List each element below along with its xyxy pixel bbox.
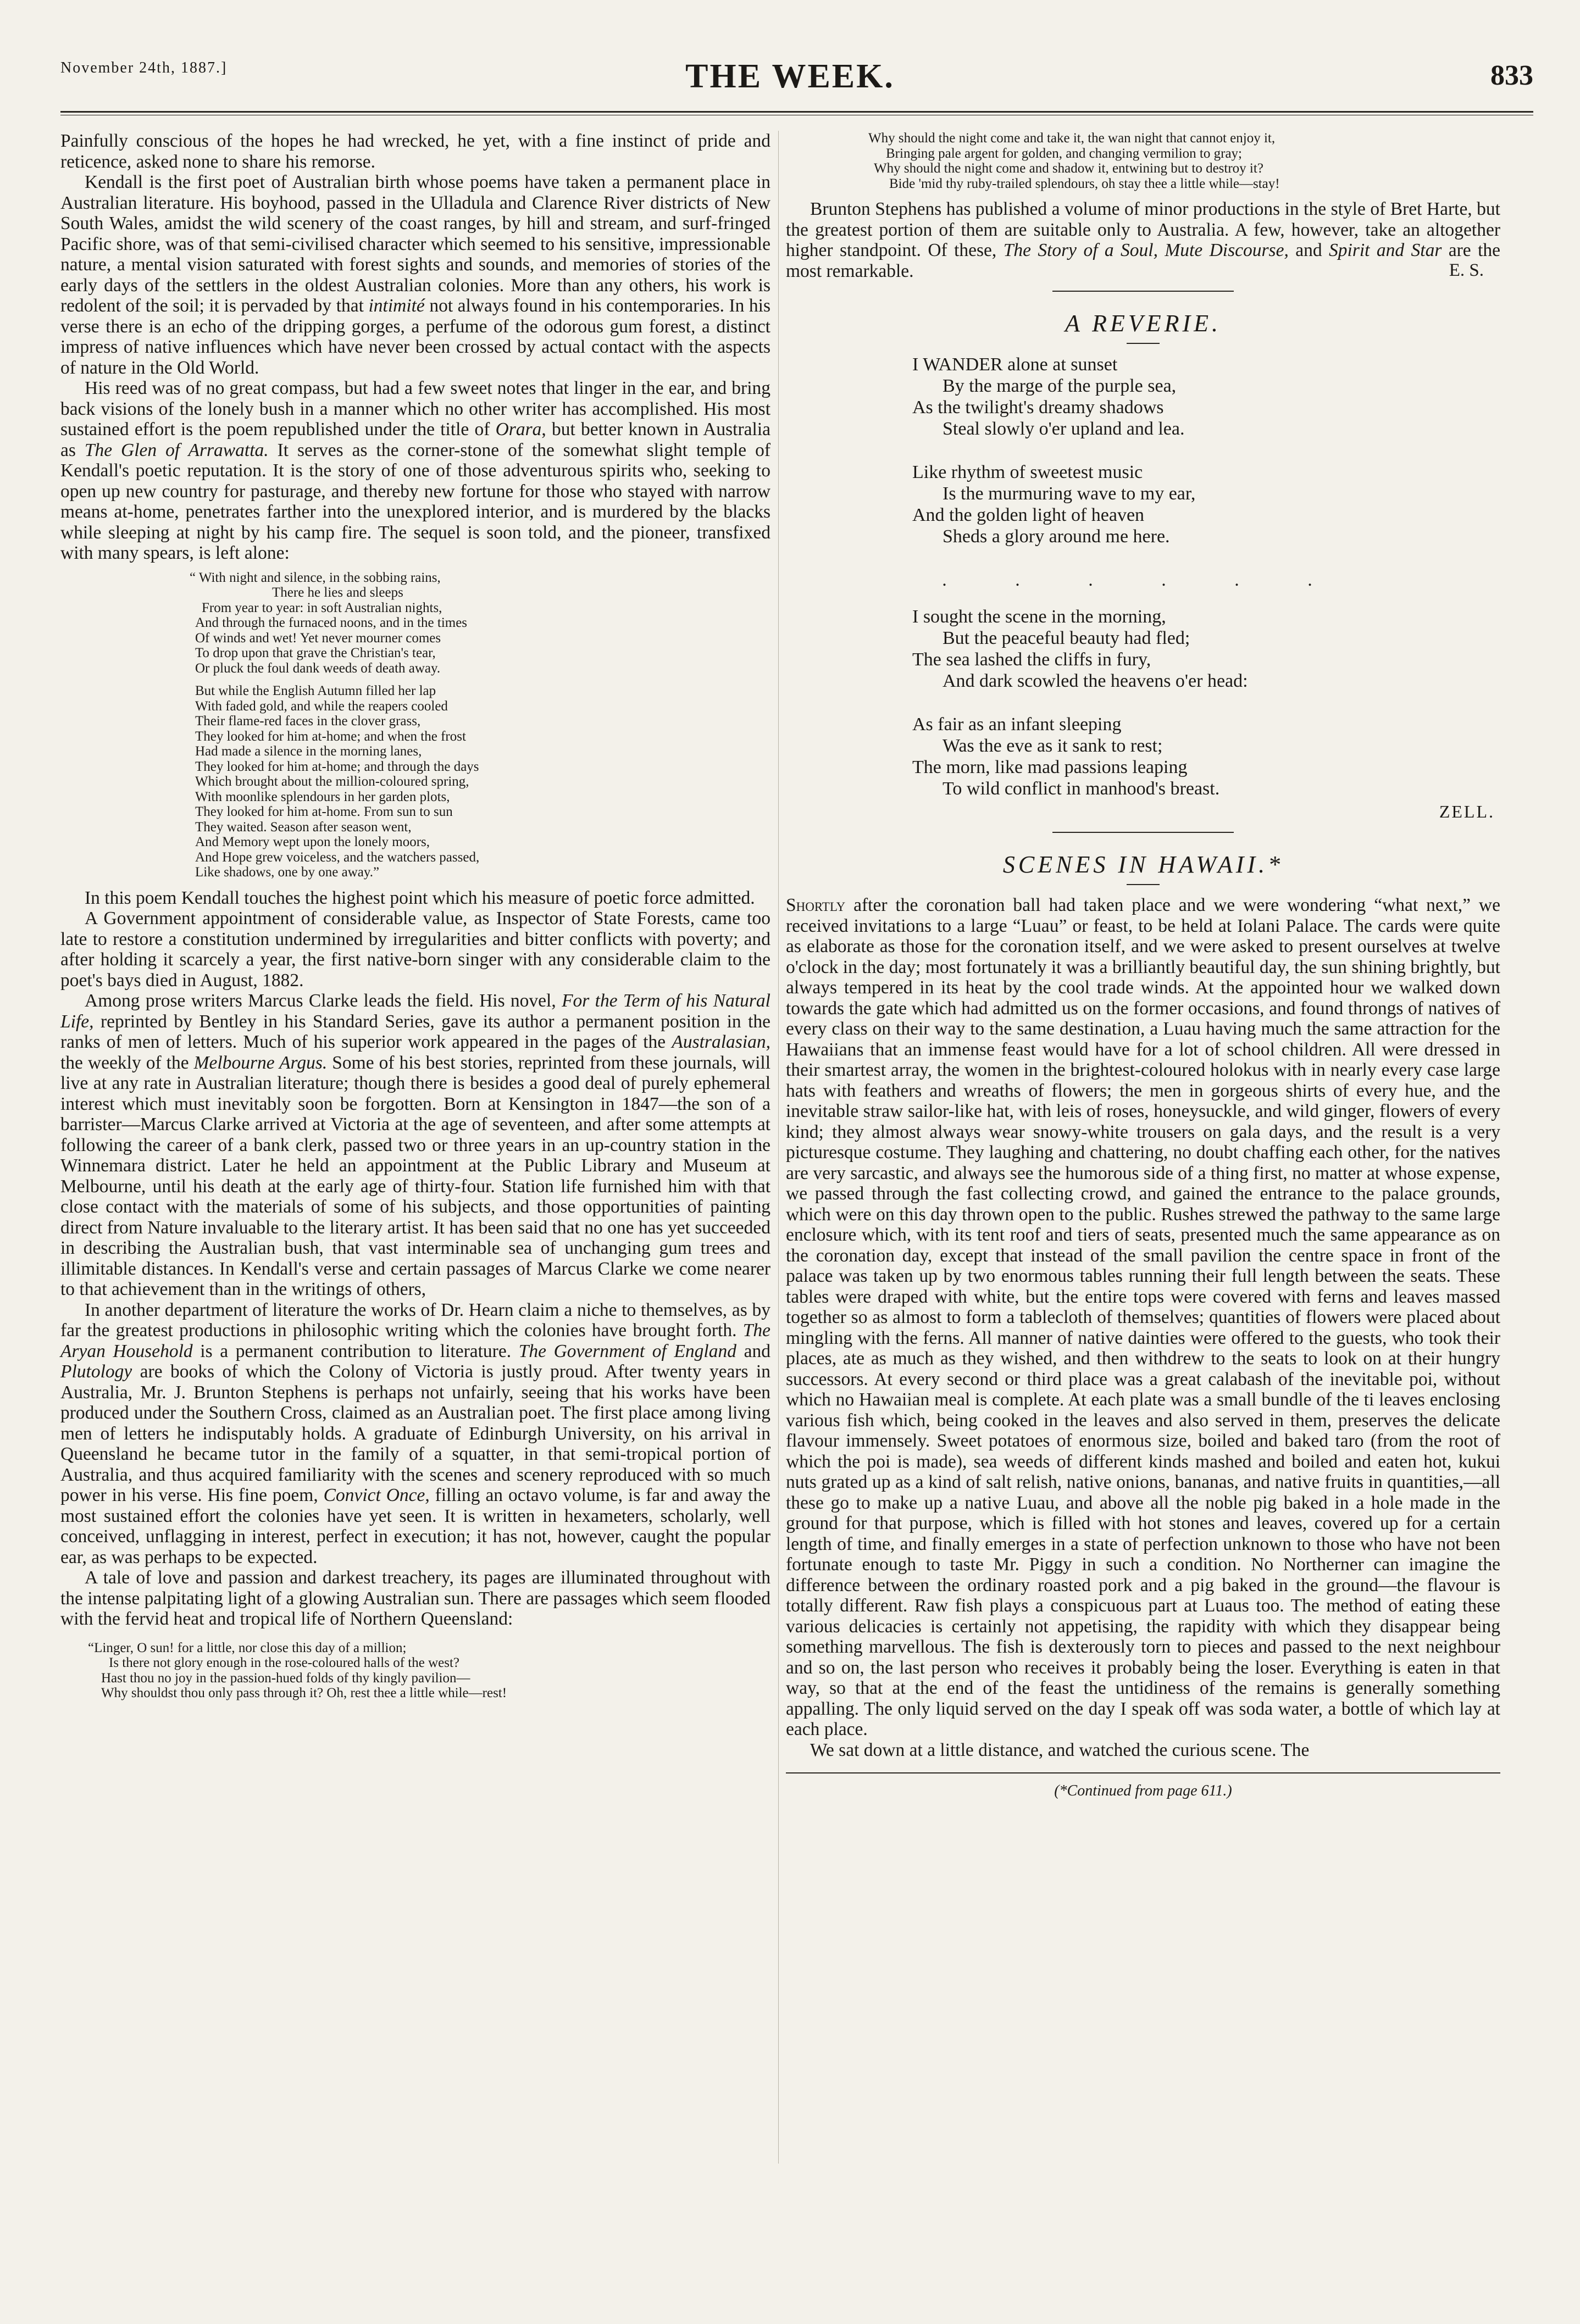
column-divider: [778, 131, 779, 2164]
verse-line: They looked for him at-home; and when the frost: [195, 729, 466, 744]
article-signature: E. S.: [1449, 260, 1484, 280]
right-column: [786, 131, 1500, 1800]
verse-line: Steal slowly o'er upland and lea.: [943, 419, 1185, 439]
verse-line: Sheds a glory around me here.: [943, 526, 1170, 547]
publication-title: THE WEEK.: [685, 58, 895, 95]
verse-line: As the twilight's dreamy shadows: [912, 397, 1164, 418]
issue-date: November 24th, 1887.]: [60, 59, 228, 76]
page-number: 833: [1490, 60, 1533, 91]
verse-line: And the golden light of heaven: [912, 505, 1145, 525]
drop-word: Shortly: [786, 895, 846, 915]
poem-quotation: [195, 683, 770, 880]
paragraph: A tale of love and passion and darkest treachery, its pages are illuminated throughout with the intense palpitating light of a glowing Australian sun. There are passages which seem flooded with the fervid heat and tropical life of Northern Queensland:: [60, 1567, 770, 1629]
paragraph: Painfully conscious of the hopes he had wrecked, he yet, with a fine instinct of pride and reticence, asked none to share his remorse.: [60, 131, 770, 172]
verse-line: Why shouldst thou only pass through it? Oh, rest thee a little while—rest!: [101, 1686, 507, 1700]
verse-line: Had made a silence in the morning lanes,: [195, 744, 422, 759]
verse-line: They looked for him at-home. From sun to sun: [195, 804, 453, 819]
ellipsis-row: . . . . . .: [942, 570, 1344, 590]
poem-quotation: [88, 1641, 770, 1701]
verse-line: Bringing pale argent for golden, and changing vermilion to gray;: [886, 146, 1242, 161]
verse-line: The sea lashed the cliffs in fury,: [912, 649, 1151, 670]
left-column: [60, 131, 770, 1709]
verse-line: Their flame-red faces in the clover grass,: [195, 714, 421, 729]
paragraph: His reed was of no great compass, but had a few sweet notes that linger in the ear, and bring back visions of the lonely bush in a manner which no other writer has accomplished. His most sustained effort is the poem republished under the title of Orara, but better known in Australia as The Glen of Arrawatta. It serves as the corner-stone of the somewhat slight temple of Kendall's poetic reputation. It is the story of one of those adventurous spirits who, seeking to open up new country for pasturage, and thereby new fortune for those who stayed with narrow means at-home, penetrates farther into the unexplored interior, and is murdered by the blacks while sleeping at night by his camp fire. The sequel is soon told, and the pioneer, transfixed with many spears, is left alone:: [60, 378, 770, 563]
verse-line: “Linger, O sun! for a little, nor close this day of a million;: [88, 1640, 407, 1655]
verse-line: But the peaceful beauty had fled;: [943, 628, 1190, 648]
footnote-rule: [786, 1772, 1500, 1773]
verse-line: The morn, like mad passions leaping: [912, 757, 1188, 777]
verse-line: By the marge of the purple sea,: [943, 376, 1177, 396]
section-rule: [1052, 291, 1234, 292]
verse-line: I WANDER alone at sunset: [912, 354, 1118, 375]
verse-line: Hast thou no joy in the passion-hued folds of thy kingly pavilion—: [101, 1670, 470, 1686]
verse-line: There he lies and sleeps: [272, 585, 403, 600]
masthead-rule: [60, 111, 1533, 115]
verse-line: Of winds and wet! Yet never mourner comes: [195, 630, 441, 646]
title-rule: [1127, 884, 1160, 885]
masthead: [0, 0, 1580, 115]
paragraph: In another department of literature the works of Dr. Hearn claim a niche to themselves, as by far the greatest productions in philosophic writing which the colonies have brought forth. The Aryan Household is a permanent contribution to literature. The Government of England and Plutology are books of which the Colony of Victoria is justly proud. After twenty years in Australia, Mr. J. Brunton Stephens is perhaps not unfairly, seeing that his works have been produced under the Southern Cross, claimed as an Australian poet. The first place among living men of letters he indisputably holds. A graduate of Edinburgh University, on his arrival in Queensland he became tutor in the family of a squatter, in that semi-tropical portion of Australia, and thus acquired familiarity with the scenes and scenery reproduced with so much power in his verse. His fine poem, Convict Once, filling an octavo volume, is far and away the most sustained effort the colonies have yet seen. It is written in hexameters, scholarly, well conceived, unflagging in interest, perfect in execution; it has not, however, caught the popular ear, as was perhaps to be expected.: [60, 1299, 770, 1567]
verse-line: Which brought about the million-coloured spring,: [195, 774, 469, 789]
paragraph: We sat down at a little distance, and watched the curious scene. The: [810, 1739, 1310, 1760]
poem-author: ZELL.: [1439, 802, 1495, 821]
paragraph: A Government appointment of considerable value, as Inspector of State Forests, came too late to restore a constitution undermined by irregularities and bitter conflicts with poverty; and after holding it scarcely a year, the first native-born singer with any considerable claim to the poet's bays died in August, 1882.: [60, 908, 770, 991]
verse-line: With moonlike splendours in her garden plots,: [195, 789, 450, 804]
paragraph: Shortly after the coronation ball had taken place and we were wondering “what next,” we received invitations to a large “Luau” or feast, to be held at Iolani Palace. The cards were quite as elaborate as those for the coronation itself, and we were asked to present ourselves at twelve o'clock in the day; most fortunately it was a brilliantly beautiful day, the sun shining brightly, but always tempered in its heat by the cool trade winds. At the appointed hour we walked down towards the gate which had admitted us on the former occasions, and found throngs of natives of every class on their way to the same destination, a Luau having much the same attraction for the Hawaiians that an immense feast would have for a lot of school children. All were dressed in their smartest array, the women in the brightest-coloured holokus with in nearly every case large hats with feathers and wreaths of flowers; the men in gorgeous shirts of every hue, and the inevitable straw sailor-like hat, with leis of roses, honeysuckle, and wild ginger, flowers of every kind; they almost always wear snowy-white trousers on gala days, and the result is a very picturesque costume. They laughing and chattering, no doubt chaffing each other, for the natives are very sarcastic, and always see the humorous side of a thing first, no matter at whose expense, we passed through the fast collecting crowd, and gained the entrance to the palace grounds, which were on this day thrown open to the public. Rushes strewed the pathway to the same large enclosure which, with its tent roof and tiers of seats, presented much the same appearance as on the coronation day, except that instead of the small pavilion the centre space in front of the palace was taken up by two enormous tables running their full length between the seats. These tables were draped with white, but the entire tops were covered with ferns and leaves massed together so as almost to form a tablecloth of themselves; quantities of flowers were placed about mingling with the ferns. All manner of native dainties were offered to the guests, who took their places, ate as much as they wished, and then withdrew to the seats to look on at their hungry successors. At every second or third place was a great calabash of the inevitable poi, without which no Hawaiian meal is complete. At each plate was a small bundle of the ti leaves enclosing various fish which, being cooked in the leaves and also served in them, preserves the delicate flavour immensely. Sweet potatoes of enormous size, boiled and baked taro (from the root of which the poi is made), sea weeds of different kinds mashed and boiled and eaten hot, kukui nuts grated up as a kind of salt relish, native onions, bananas, and native fruits in quantities,—all these go to make up a native Luau, and above all the noble pig baked in a hole made in the ground for that purpose, which is filled with hot stones and leaves, covered up for a certain length of time, and finally emerges in a state of perfection unknown to those who have not been fortunate enough to taste Mr. Piggy in such a condition. No Northerner can imagine the difference between the ordinary roasted pork and a pig baked in the ground—the flavour is totally different. Raw fish plays a conspicuous part at Luaus too. The method of eating these various delicacies is certainly not appetising, the rapidity with which they disappear being something marvellous. The fish is dexterously torn to pieces and passed to the next neighbour and so on, the last person who receives it probably being the loser. Everything is eaten in that way, so that at the end of the feast the untidiness of the remains is generally something appalling. The only liquid served on the day I speak off was soda water, a bottle of which lay at each place.: [786, 895, 1500, 1739]
verse-line: They looked for him at-home; and through the days: [195, 759, 479, 774]
stanza: [912, 606, 1500, 692]
stanza: [912, 354, 1500, 440]
verse-line: Was the eve as it sank to rest;: [943, 736, 1163, 756]
verse-line: With faded gold, and while the reapers cooled: [195, 698, 448, 714]
verse-line: To wild conflict in manhood's breast.: [943, 779, 1220, 799]
poem-quotation: [190, 570, 770, 676]
title-rule: [1127, 343, 1160, 344]
paragraph: Kendall is the first poet of Australian birth whose poems have taken a permanent place in Australian literature. His boyhood, passed in the Ulladula and Clarence River districts of New South Wales, amidst the wild scenery of the coast ranges, by hill and stream, and surf-fringed Pacific shore, was of that semi-civilised character which seemed to his sensitive, impressionable nature, a mental vision saturated with forest sights and sounds, and memories of stories of the early days of the settlers in the oldest Australian colonies. More than any others, his work is redolent of the soil; it is pervaded by that intimité not always found in his contemporaries. In his verse there is an echo of the dripping gorges, a perfume of the odorous gum forest, a distinct impress of native influences which have never been crossed by actual contact with the aspects of nature in the Old World.: [60, 172, 770, 378]
verse-line: Is the murmuring wave to my ear,: [943, 483, 1196, 504]
verse-line: As fair as an infant sleeping: [912, 714, 1122, 735]
poem-title: A REVERIE.: [1065, 310, 1221, 337]
verse-line: Like shadows, one by one away.”: [195, 865, 380, 880]
verse-line: Why should the night come and take it, the wan night that cannot enjoy it,: [868, 131, 1276, 146]
verse-line: From year to year: in soft Australian nights,: [202, 600, 442, 615]
verse-line: Like rhythm of sweetest music: [912, 462, 1143, 482]
verse-line: Is there not glory enough in the rose-coloured halls of the west?: [109, 1655, 460, 1670]
verse-line: To drop upon that grave the Christian's tear,: [195, 646, 436, 660]
paragraph: In this poem Kendall touches the highest point which his measure of poetic force admitted.: [85, 887, 755, 908]
verse-line: Or pluck the foul dank weeds of death away.: [195, 660, 441, 676]
verse-line: But while the English Autumn filled her lap: [195, 683, 436, 698]
paragraph: Among prose writers Marcus Clarke leads the field. His novel, For the Term of his Natural Life, reprinted by Bentley in his Standard Series, gave its author a permanent position in the ranks of men of letters. Much of his superior work appeared in the pages of the Australasian, the weekly of the Melbourne Argus. Some of his best stories, reprinted from these journals, will live at any rate in Australian literature; though there is besides a good deal of purely ephemeral interest which must inevitably soon be forgotten. Born at Kensington in 1847—the son of a barrister—Marcus Clarke arrived at Victoria at the age of seventeen, and after some attempts at following the career of a bank clerk, passed two or three years in an up-country station in the Winnemara district. Later he held an appointment at the Public Library and Museum at Melbourne, until his death at the early age of thirty-four. Station life furnished him with that close contact with the materials of some of his subjects, and those opportunities of painting direct from Nature invaluable to the literary artist. It has been said that no one has yet succeeded in describing the Australian bush, that vast interminable sea of unchanging gum trees and illimitable distances. In Kendall's verse and certain passages of Marcus Clarke we come nearer to that achievement than in the writings of others,: [60, 991, 771, 1299]
stanza: [912, 462, 1500, 547]
stanza: [912, 714, 1500, 799]
verse-line: And Hope grew voiceless, and the watchers passed,: [195, 849, 480, 865]
verse-line: They waited. Season after season went,: [195, 819, 412, 835]
verse-line: And through the furnaced noons, and in the times: [195, 615, 468, 630]
section-rule: [1052, 832, 1234, 833]
paragraph: Brunton Stephens has published a volume of minor productions in the style of Bret Harte, but the greatest portion of them are suitable only to Australia. A few, however, take an altogether higher standpoint. Of these, The Story of a Soul, Mute Discourse, and Spirit and Star are the most remarkable.: [786, 199, 1500, 281]
article-title: SCENES IN HAWAII.*: [1002, 851, 1284, 878]
verse-line: Why should the night come and shadow it, entwining but to destroy it?: [874, 161, 1263, 176]
footnote: (*Continued from page 611.): [1054, 1782, 1232, 1799]
verse-line: I sought the scene in the morning,: [912, 607, 1166, 627]
verse-line: “ With night and silence, in the sobbing rains,: [190, 570, 441, 585]
verse-line: And Memory wept upon the lonely moors,: [195, 835, 430, 849]
verse-line: Bide 'mid thy ruby-trailed splendours, oh stay thee a little while—stay!: [889, 176, 1280, 191]
poem-quotation-continued: [868, 131, 1500, 191]
poem-reverie: [912, 354, 1500, 799]
verse-line: And dark scowled the heavens o'er head:: [943, 671, 1248, 691]
